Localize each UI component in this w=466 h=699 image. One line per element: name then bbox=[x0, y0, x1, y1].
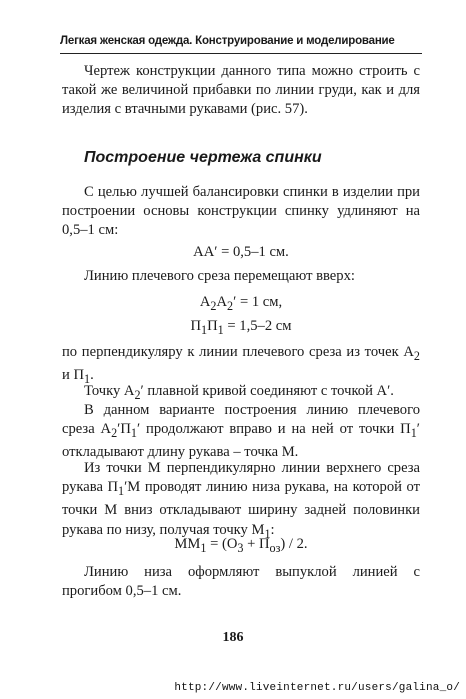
paragraph-shoulder-text: Линию плечевого среза перемещают вверх: bbox=[84, 268, 355, 284]
p6-sub-5: 1 bbox=[410, 426, 417, 441]
formula-mm1 bbox=[62, 535, 420, 558]
running-header: Легкая женская одежда. Конструирование и моделирование bbox=[60, 35, 395, 47]
paragraph-intro-text: Чертеж конструкции данного типа можно строить с такой же величиной прибавки по линии груди, как и для изделия с втачными рукавами (рис. 57). bbox=[62, 63, 420, 118]
paragraph-bottom-line bbox=[62, 563, 420, 601]
formula-aa: АА′ = 0,5–1 см. bbox=[193, 244, 289, 260]
paragraph-sleeve-bottom-text bbox=[62, 459, 420, 544]
f4-part-0: ММ bbox=[174, 536, 201, 552]
p4-part-2: и П bbox=[62, 367, 84, 384]
watermark-url: http://www.liveinternet.ru/users/galina_o/ bbox=[174, 682, 460, 694]
p6-part-4: ′ продолжают вправо и на ней от точки П bbox=[136, 421, 411, 438]
f3-sub-3: 1 bbox=[217, 322, 224, 337]
p7-part-2: ′М проводят линию низа рукава, на которой от точки М вниз откладывают ширину задней половинки рукава по низу, получая точку М bbox=[62, 479, 420, 538]
paragraph-shoulder bbox=[62, 267, 420, 286]
f4-part-6: ) / 2. bbox=[280, 536, 308, 552]
f4-sub-5: оз bbox=[269, 540, 281, 555]
f3-part-2: П bbox=[207, 318, 218, 334]
p7-sub-1: 1 bbox=[118, 484, 125, 499]
f4-sub-1: 1 bbox=[200, 540, 207, 555]
paragraph-sleeve-length bbox=[62, 401, 420, 463]
f2-part-4: ′ = 1 см, bbox=[233, 294, 283, 310]
p7-part-0: Из точки М перпендикулярно линии верхнего среза рукава П bbox=[62, 460, 420, 496]
p4-part-4: . bbox=[90, 367, 94, 384]
f3-sub-1: 1 bbox=[201, 322, 208, 337]
formula-p1p1 bbox=[62, 317, 420, 340]
p5-part-2: ′ плавной кривой соединяют с точкой А′. bbox=[140, 383, 394, 399]
p5-sub-1: 2 bbox=[134, 387, 141, 402]
f2-part-0: А bbox=[199, 294, 211, 310]
p7-sub-3: 1 bbox=[264, 526, 271, 541]
f2-sub-3: 2 bbox=[227, 298, 234, 313]
section-title: Построение чертежа спинки bbox=[84, 149, 322, 166]
paragraph-balance-text: С целью лучшей балансировки спинки в изделии при построении основы конструкции спинку удлиняют на 0,5–1 см: bbox=[62, 184, 420, 239]
p6-sub-1: 2 bbox=[111, 426, 118, 441]
f4-part-2: = (О bbox=[206, 536, 238, 552]
f2-part-2: А bbox=[216, 294, 228, 310]
header-rule bbox=[60, 53, 422, 54]
paragraph-sleeve-bottom bbox=[62, 459, 420, 544]
p4-part-0: по перпендикуляру к линии плечевого среза из точек А bbox=[62, 344, 414, 360]
paragraph-bottom-line-text: Линию низа оформляют выпуклой линией с прогибом 0,5–1 см. bbox=[62, 564, 420, 600]
f3-part-0: П bbox=[190, 318, 202, 334]
f4-part-4: + П bbox=[243, 536, 270, 552]
page-number: 186 bbox=[222, 630, 244, 645]
p6-part-2: ′П bbox=[117, 421, 131, 438]
p4-sub-3: 1 bbox=[84, 372, 91, 387]
p6-part-0: В данном варианте построения линию плечевого среза А bbox=[62, 402, 420, 438]
p4-sub-1: 2 bbox=[413, 348, 420, 363]
p6-sub-3: 1 bbox=[130, 426, 137, 441]
p5-part-0: Точку А bbox=[84, 383, 135, 399]
paragraph-sleeve-length-text bbox=[62, 401, 420, 463]
f4-sub-3: 3 bbox=[237, 540, 244, 555]
formula-a2a2 bbox=[62, 293, 420, 316]
p6-part-6: ′ откладывают длину рукава – точка М. bbox=[62, 421, 420, 461]
f3-part-4: = 1,5–2 см bbox=[223, 318, 292, 334]
paragraph-balance bbox=[62, 183, 420, 241]
f2-sub-1: 2 bbox=[210, 298, 217, 313]
paragraph-intro bbox=[62, 62, 420, 120]
p7-part-4: : bbox=[270, 521, 275, 538]
